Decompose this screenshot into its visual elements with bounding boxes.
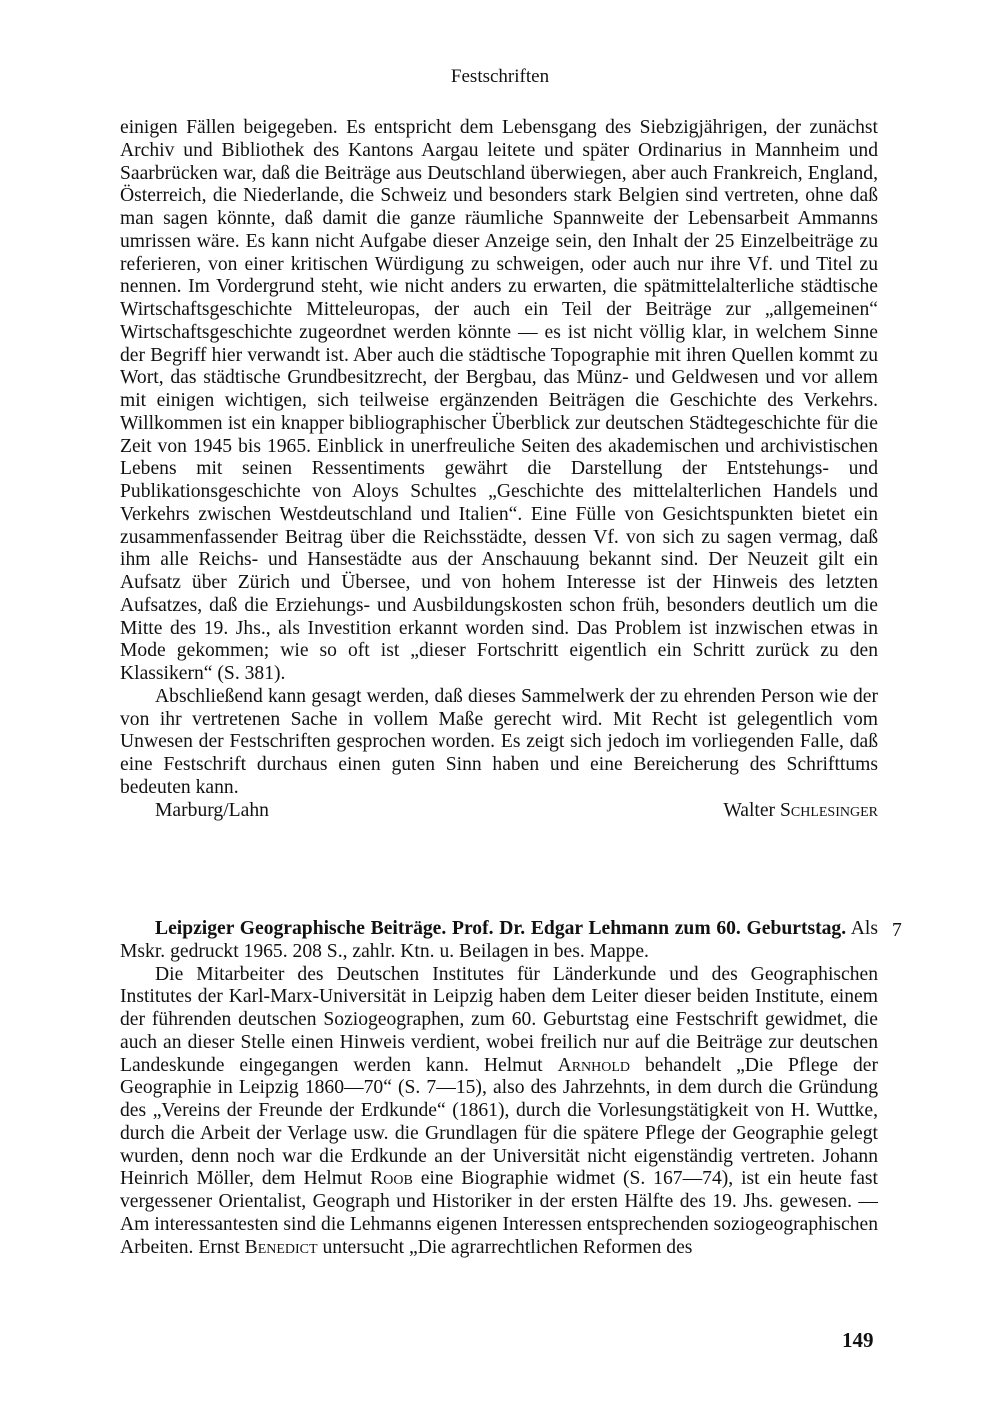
bibliography-entry bbox=[120, 918, 878, 1259]
entry-title: Leipziger Geographische Beiträge. Prof. Dr. Edgar Lehmann zum 60. Geburtstag. bbox=[155, 918, 847, 939]
paragraph-continued: einigen Fällen beigegeben. Es entspricht dem Lebensgang des Siebzigjährigen, der zunächst Archiv und Bibliothek des Kantons Aargau leitete und später Ordinarius in Mannheim und Saarbrücken war, daß die Beiträge aus Deutschland überwiegen, aber auch Frankreich, England, Österreich, die Niederlande, die Schweiz und besonders stark Belgien sind vertreten, ohne daß man sagen könnte, daß damit die ganze räumliche Spannweite der Lebensarbeit Ammanns umrissen wäre. Es kann nicht Aufgabe dieser Anzeige sein, den Inhalt der 25 Einzelbeiträge zu referieren, von einer kritischen Würdigung zu schweigen, oder auch nur ihre Vf. und Titel zu nennen. Im Vordergrund steht, wie nicht anders zu erwarten, die spätmittelalterliche städtische Wirtschaftsgeschichte Mitteleuropas, der auch ein Teil der Beiträge zur „allgemeinen“ Wirtschaftsgeschichte zugeordnet werden könnte — es ist nicht völlig klar, in welchem Sinne der Begriff hier verwandt ist. Aber auch die städtische Topographie mit ihren Quellen kommt zu Wort, das städtische Grundbesitzrecht, der Bergbau, das Münz- und Geldwesen und vor allem mit einigen wichtigen, sich teilweise ergänzenden Beiträgen die Geschichte des Verkehrs. Willkommen ist ein knapper bibliographischer Überblick zur deutschen Städtegeschichte für die Zeit von 1945 bis 1965. Einblick in unerfreuliche Seiten des akademischen und archivistischen Lebens mit seinen Ressentiments gewährt die Darstellung der Entstehungs- und Publikationsgeschichte von Aloys Schultes „Geschichte des mittelalterlichen Handels und Verkehrs zwischen Westdeutschland und Italien“. Eine Fülle von Gesichtspunkten bietet ein zusammenfassender Beitrag über die Reichsstädte, dessen Vf. von sich zu sagen vermag, daß ihm alle Reichs- und Hansestädte aus der Anschauung bekannt sind. Der Neuzeit gilt ein Aufsatz über Zürich und Übersee, und von hohem Interesse ist der Hinweis des letzten Aufsatzes, daß die Erziehungs- und Ausbildungskosten schon früh, besonders deutlich um die Mitte des 19. Jhs., als Investition erkannt worden sind. Das Problem ist inzwischen etwas in Mode gekommen; wie so oft ist „dieser Fortschritt eigentlich ein Schritt zurück zu den Klassikern“ (S. 381). bbox=[120, 117, 878, 684]
running-head: Festschriften bbox=[450, 66, 550, 87]
entry-body-part-4: untersucht „Die agrarrechtlichen Reformen des bbox=[322, 1236, 693, 1258]
entry-body-part-3: eine Biographie widmet (S. 167—74), ist ein heute fast vergessener Orientalist, Geograph und Historiker in der ersten Hälfte des 19. Jhs. gewesen. — Am interessantesten sind die Lehmanns eigenen Interessen entsprechenden soziogeographischen Arbeiten. Ernst bbox=[120, 1168, 878, 1258]
review-signature bbox=[120, 800, 878, 823]
signature-place: Marburg/Lahn bbox=[155, 799, 269, 821]
entry-heading bbox=[120, 918, 878, 964]
entry-imprint: Als Mskr. gedruckt 1965. 208 S., zahlr. Ktn. u. Beilagen in bes. Mappe. bbox=[120, 918, 878, 962]
review-text bbox=[120, 117, 878, 822]
entry-body-part-2: behandelt „Die Pflege der Geographie in Leipzig 1860—70“ (S. 7—15), also des Jahrzehnts, in dem durch die Gründung des „Vereins der Freunde der Erdkunde“ (1861), durch die Vorlesungstätigkeit von H. Wuttke, durch die Arbeit der Verlage usw. die Grundlagen für die spätere Pflege der Geographie gelegt wurden, denn noch war die Erdkunde an der Universität nicht eigenständig vertreten. Johann Heinrich Möller, dem Helmut bbox=[120, 1054, 878, 1190]
author-name-benedict: Benedict bbox=[244, 1236, 318, 1258]
entry-number: 7 bbox=[892, 920, 902, 941]
paragraph-conclusion: Abschließend kann gesagt werden, daß dieses Sammelwerk der zu ehrenden Person wie der von ihr vertretenen Sache in vollem Maße gerecht wird. Mit Recht ist gelegentlich vom Unwesen der Festschriften gesprochen worden. Es zeigt sich jedoch im vorliegenden Falle, daß eine Festschrift durchaus einen guten Sinn haben und eine Bereicherung des Schrifttums bedeuten kann. bbox=[120, 685, 878, 798]
entry-body bbox=[120, 964, 878, 1260]
page-number: 149 bbox=[842, 1328, 874, 1352]
signature-author bbox=[723, 800, 878, 823]
author-name-arnhold: Arnhold bbox=[557, 1054, 631, 1076]
entry-body-part-1: Die Mitarbeiter des Deutschen Institutes für Länderkunde und des Geographischen Institutes der Karl-Marx-Universität in Leipzig haben dem Leiter dieser beiden Institute, einem der führenden deutschen Soziogeographen, zum 60. Geburtstag eine Festschrift gewidmet, die auch an dieser Stelle einen Hinweis verdient, wobei freilich nur auf die Beiträge zur deutschen Landeskunde eingegangen werden kann. Helmut bbox=[120, 963, 878, 1076]
author-last-name: Schlesinger bbox=[779, 799, 878, 821]
author-first-name: Walter bbox=[723, 799, 776, 821]
author-name-roob: Roob bbox=[370, 1168, 413, 1190]
